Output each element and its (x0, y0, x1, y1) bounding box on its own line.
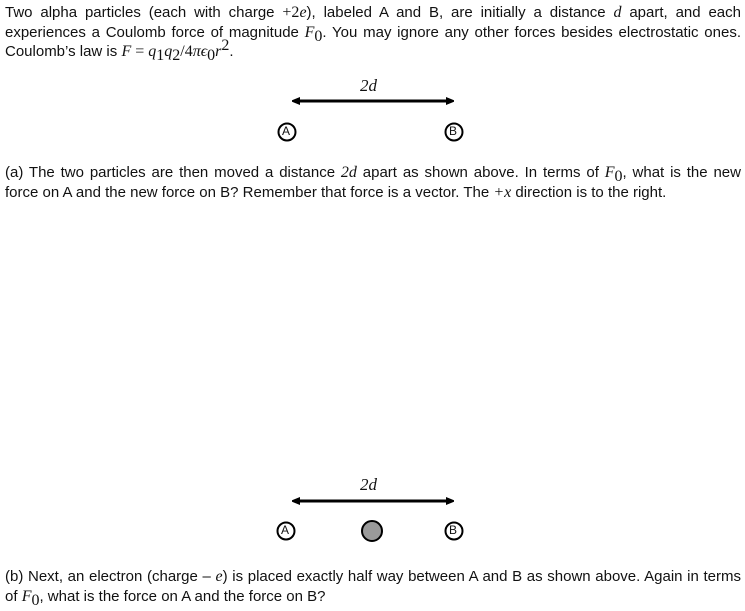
math: 0 (31, 591, 40, 609)
part-a-paragraph (5, 163, 741, 202)
particle-b-label-1: B (449, 124, 458, 138)
part-b-paragraph (5, 567, 741, 609)
particle-a-label-1: A (282, 124, 291, 138)
math: e (299, 4, 307, 21)
math: +x (493, 183, 512, 201)
math: F (604, 164, 615, 181)
math: 2 (221, 37, 230, 54)
particle-a-label-2: A (281, 523, 290, 537)
distance-label-1: 2d (360, 76, 377, 95)
text: (b) Next, an electron (charge – (5, 568, 216, 585)
text: ), labeled A and B, are initially a distance (306, 4, 614, 21)
math: q (164, 43, 173, 60)
text: apart, and each experiences a Coulomb force of magnitude (5, 4, 741, 41)
text: apart as shown above. In terms of (356, 164, 605, 181)
math: d (613, 4, 622, 21)
electron (362, 521, 382, 541)
math: = (131, 43, 149, 60)
math: F (121, 43, 132, 60)
text: , what is the new force on A and the new force on B? Remember that force is a vector. The (5, 164, 741, 201)
math: 0 (207, 47, 216, 64)
math: r (215, 43, 222, 60)
math: 2d (340, 164, 357, 181)
math: 2 (172, 47, 181, 64)
text: ) is placed exactly half way between A and B as shown above. Again in terms of (5, 568, 741, 605)
text: . (229, 43, 234, 60)
distance-label-2: 2d (360, 475, 377, 494)
math: F (304, 23, 315, 41)
math: /4 (180, 43, 193, 60)
particle-b-label-2: B (449, 523, 458, 537)
text: direction is to the right. (511, 183, 667, 201)
math: e (215, 568, 223, 585)
math: 1 (156, 47, 165, 64)
math: 0 (314, 27, 323, 45)
text: . You may ignore any other forces besides electrostatic ones. Coulomb’s law is (5, 23, 741, 60)
text: Two alpha particles (each with charge (5, 4, 283, 21)
math: F (21, 587, 32, 605)
text: , what is the force on A and the force on B? (39, 587, 326, 605)
math: +2 (282, 4, 300, 21)
text: (a) The two particles are then moved a distance (5, 164, 341, 181)
math: q (148, 43, 157, 60)
math: 0 (614, 168, 623, 185)
math: πϵ (192, 43, 208, 60)
